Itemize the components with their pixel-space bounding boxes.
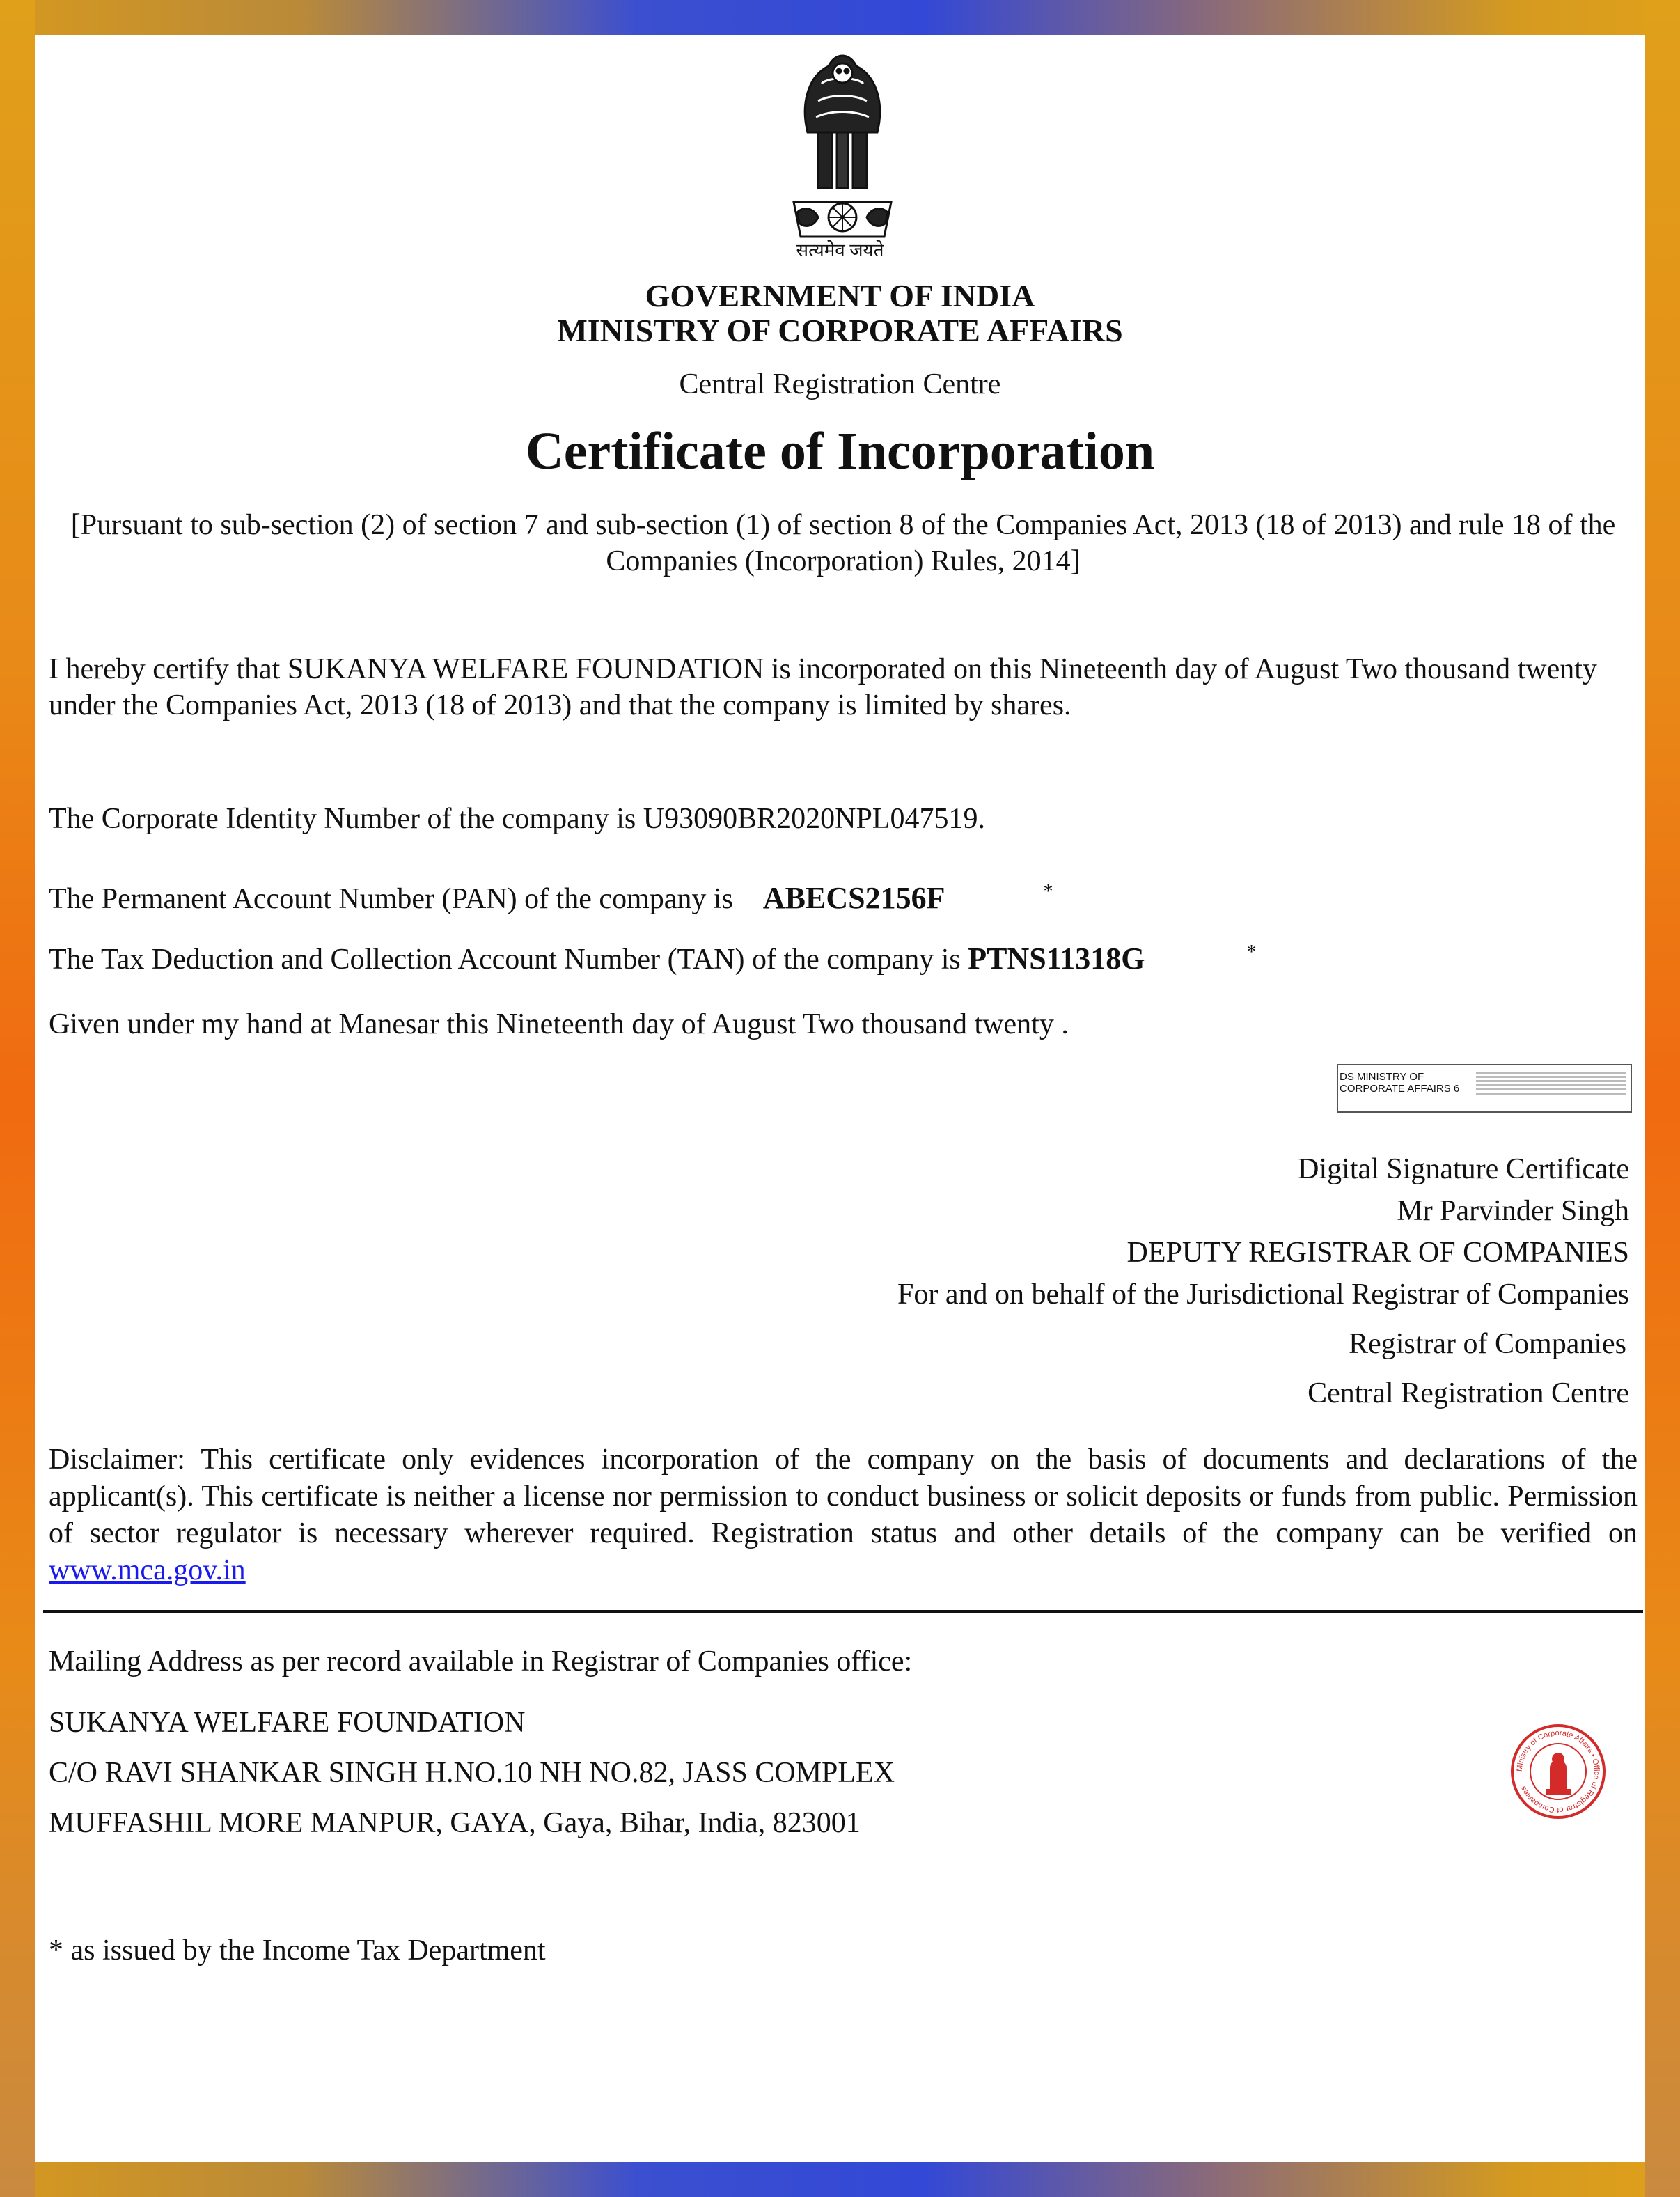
ministry-heading: MINISTRY OF CORPORATE AFFAIRS [557, 313, 1123, 348]
pan-asterisk: * [1043, 881, 1053, 902]
signature-certificate-label: Digital Signature Certificate [1298, 1153, 1629, 1185]
disclaimer-text [49, 1441, 1638, 1589]
signatory-centre: Central Registration Centre [1308, 1377, 1629, 1409]
footnote: * as issued by the Income Tax Department [49, 1934, 546, 1967]
certify-paragraph: I hereby certify that SUKANYA WELFARE FOUNDATION is incorporated on this Nineteenth day of August Two thousand twenty under the Companies Act, 2013 (18 of 2013) and that the company is limited by shares. [49, 653, 1597, 721]
signatory-name: Mr Parvinder Singh [1397, 1195, 1629, 1227]
national-emblem-icon [780, 35, 905, 244]
page-title: Certificate of Incorporation [525, 422, 1155, 480]
mailing-heading: Mailing Address as per record available in Registrar of Companies office: [49, 1645, 913, 1678]
signatory-designation: DEPUTY REGISTRAR OF COMPANIES [1126, 1237, 1629, 1269]
signatory-registrar: Registrar of Companies [1349, 1328, 1626, 1360]
dsc-detail-lines [1476, 1070, 1626, 1097]
registrar-seal-icon [1509, 1723, 1607, 1820]
tan-line [49, 935, 1636, 978]
given-line: Given under my hand at Manesar this Nineteenth day of August Two thousand twenty . [49, 1008, 1069, 1040]
section-divider [43, 1610, 1643, 1613]
pan-value: ABECS2156F [762, 881, 945, 915]
digital-signature-box [1337, 1064, 1632, 1113]
address-line-1: SUKANYA WELFARE FOUNDATION [49, 1707, 526, 1739]
disclaimer-body: Disclaimer: This certificate only evidences incorporation of the company on the basis of documents and declarations of the applicant(s). This certificate is neither a license nor permission to conduct business or solicit deposits or funds from public. Permission of sector regulator is necessary wherever required. Registration status and other details of the company can be verified on [49, 1444, 1638, 1549]
mca-website-link[interactable]: www.mca.gov.in [49, 1554, 246, 1586]
pursuant-text: [Pursuant to sub-section (2) of section 7 and sub-section (1) of section 8 of the Companies Act, 2013 (18 of 2013) and rule 18 of the Companies (Incorporation) Rules, 2014] [70, 509, 1616, 577]
tan-asterisk: * [1246, 941, 1257, 963]
address-line-3: MUFFASHIL MORE MANPUR, GAYA, Gaya, Bihar, India, 823001 [49, 1807, 861, 1839]
seal-text: Ministry of Corporate Affairs • Office of Registrar of Companies [1515, 1728, 1601, 1815]
tan-label: The Tax Deduction and Collection Account Number (TAN) of the company is [49, 944, 961, 976]
certificate-page [35, 35, 1645, 2162]
signatory-behalf: For and on behalf of the Jurisdictional Registrar of Companies [897, 1279, 1629, 1311]
government-heading: GOVERNMENT OF INDIA [645, 278, 1035, 313]
emblem-motto: सत्यमेव जयते [796, 240, 884, 260]
cin-line: The Corporate Identity Number of the company is U93090BR2020NPL047519. [49, 803, 985, 835]
dsc-label: DS MINISTRY OF CORPORATE AFFAIRS 6 [1340, 1071, 1460, 1095]
border-bottom [0, 2162, 1680, 2197]
border-right [1645, 0, 1680, 2197]
pan-label: The Permanent Account Number (PAN) of the company is [49, 883, 733, 915]
border-left [0, 0, 35, 2197]
centre-heading: Central Registration Centre [679, 368, 1001, 400]
address-line-2: C/O RAVI SHANKAR SINGH H.NO.10 NH NO.82, JASS COMPLEX [49, 1757, 895, 1789]
border-top [0, 0, 1680, 35]
pan-line [49, 874, 1636, 917]
tan-value: PTNS11318G [968, 941, 1145, 976]
